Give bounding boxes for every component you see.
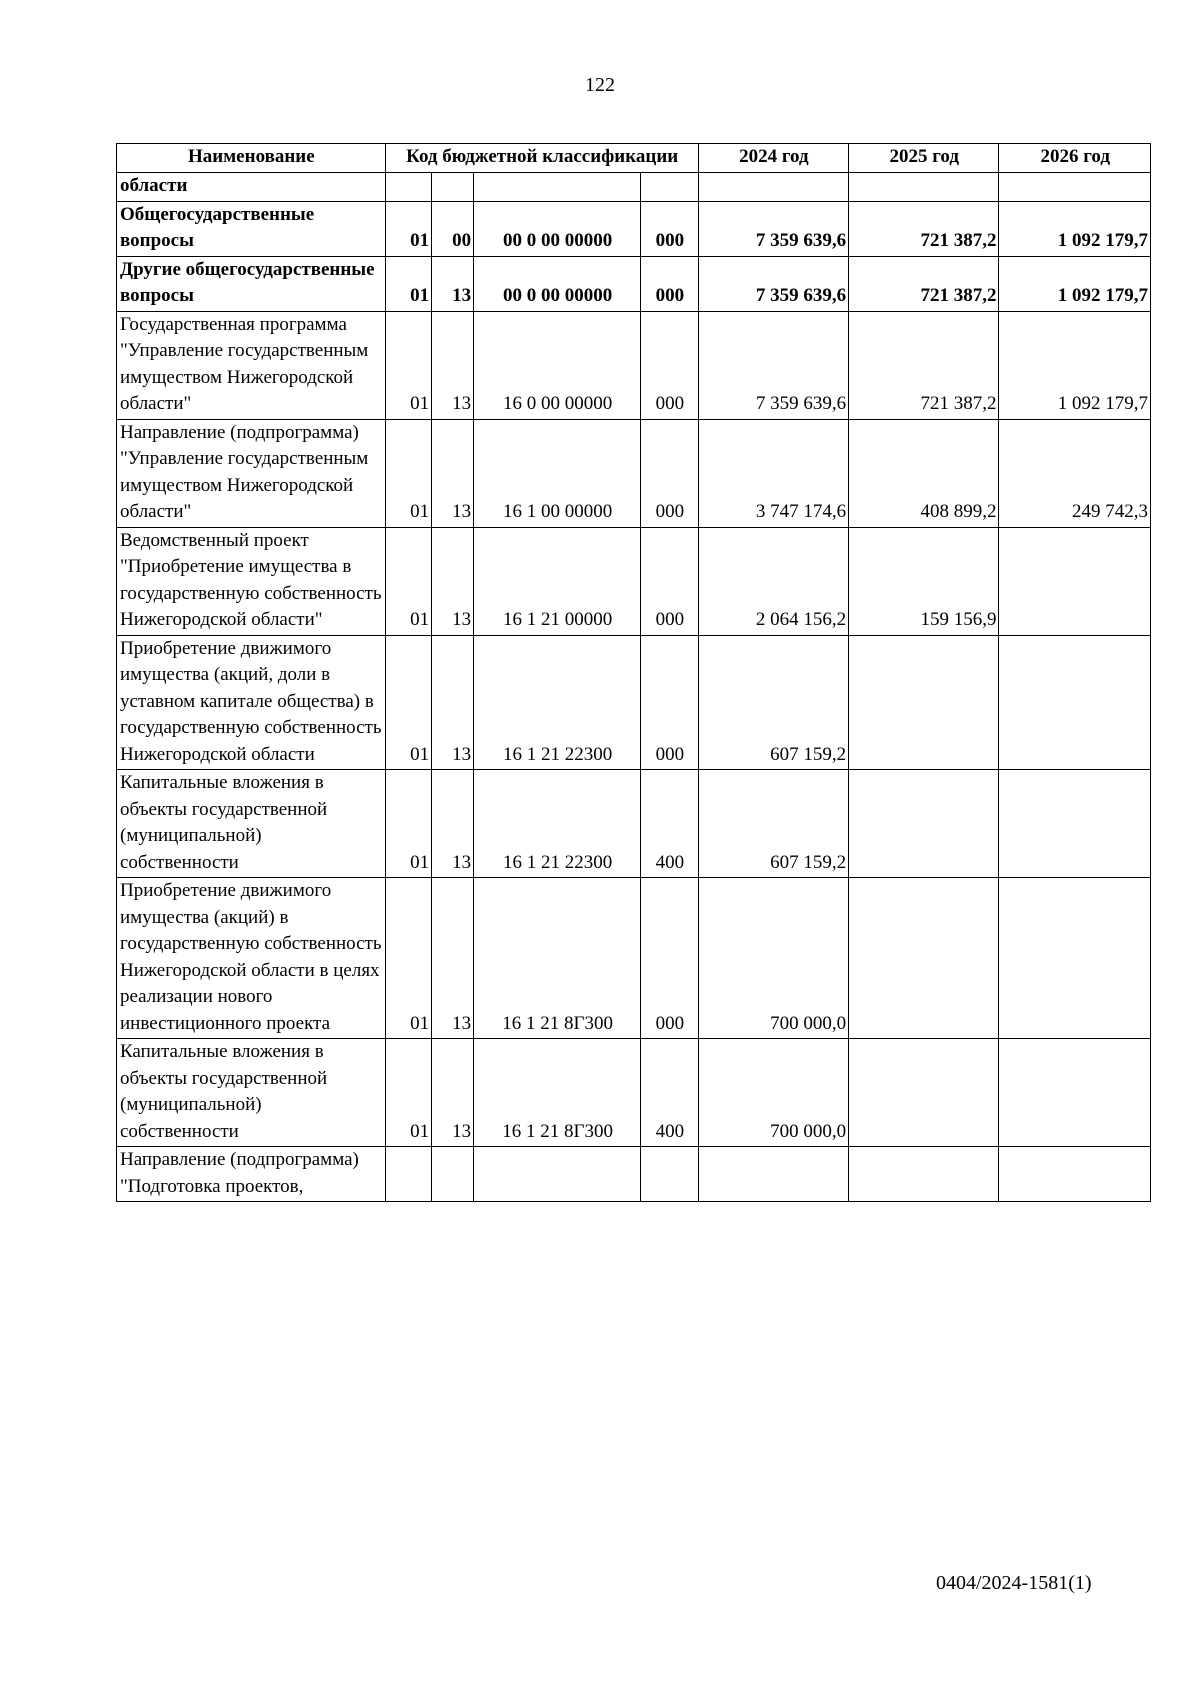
row-2026 xyxy=(999,1039,1151,1147)
row-2025 xyxy=(849,770,999,878)
row-target-code: 16 1 21 22300 xyxy=(474,635,641,770)
row-2025: 159 156,9 xyxy=(849,527,999,635)
row-2024 xyxy=(698,173,848,202)
row-2025: 721 387,2 xyxy=(849,201,999,256)
row-name: Государственная программа "Управление государственным имуществом Нижегородской области" xyxy=(117,311,386,419)
row-expense-type: 000 xyxy=(641,635,699,770)
table-row xyxy=(117,256,1151,311)
row-target-code: 16 1 21 00000 xyxy=(474,527,641,635)
row-target-code xyxy=(474,173,641,202)
row-section: 01 xyxy=(385,201,431,256)
row-2024: 607 159,2 xyxy=(698,635,848,770)
header-name: Наименование xyxy=(117,144,386,173)
row-2026 xyxy=(999,1147,1151,1202)
row-2026 xyxy=(999,173,1151,202)
header-code: Код бюджетной классификации xyxy=(385,144,698,173)
row-target-code: 16 0 00 00000 xyxy=(474,311,641,419)
row-2024: 7 359 639,6 xyxy=(698,201,848,256)
row-section xyxy=(385,173,431,202)
row-expense-type: 400 xyxy=(641,1039,699,1147)
table-header-row xyxy=(117,144,1151,173)
row-2024: 2 064 156,2 xyxy=(698,527,848,635)
row-section: 01 xyxy=(385,311,431,419)
row-subsection: 13 xyxy=(432,878,474,1039)
table-row xyxy=(117,419,1151,527)
row-target-code xyxy=(474,1147,641,1202)
row-name: Капитальные вложения в объекты государственной (муниципальной) собственности xyxy=(117,1039,386,1147)
row-section: 01 xyxy=(385,878,431,1039)
row-expense-type: 000 xyxy=(641,311,699,419)
row-2024: 700 000,0 xyxy=(698,878,848,1039)
row-name: области xyxy=(117,173,386,202)
row-section: 01 xyxy=(385,635,431,770)
table-row xyxy=(117,770,1151,878)
header-2026: 2026 год xyxy=(999,144,1151,173)
row-2026 xyxy=(999,527,1151,635)
row-name: Ведомственный проект "Приобретение имущества в государственную собственность Нижегородской области" xyxy=(117,527,386,635)
row-2026 xyxy=(999,878,1151,1039)
table-row xyxy=(117,201,1151,256)
row-name: Капитальные вложения в объекты государственной (муниципальной) собственности xyxy=(117,770,386,878)
row-2024: 7 359 639,6 xyxy=(698,311,848,419)
row-2026 xyxy=(999,770,1151,878)
row-expense-type: 000 xyxy=(641,878,699,1039)
row-subsection: 13 xyxy=(432,256,474,311)
row-2025: 721 387,2 xyxy=(849,256,999,311)
row-expense-type: 000 xyxy=(641,527,699,635)
row-section xyxy=(385,1147,431,1202)
row-name: Приобретение движимого имущества (акций) в государственную собственность Нижегородской области в целях реализации нового инвестиционного проекта xyxy=(117,878,386,1039)
row-2025 xyxy=(849,173,999,202)
row-2025 xyxy=(849,1147,999,1202)
header-2025: 2025 год xyxy=(849,144,999,173)
row-2026: 1 092 179,7 xyxy=(999,311,1151,419)
row-name: Общегосударственные вопросы xyxy=(117,201,386,256)
row-subsection: 00 xyxy=(432,201,474,256)
row-subsection: 13 xyxy=(432,311,474,419)
row-expense-type: 400 xyxy=(641,770,699,878)
row-section: 01 xyxy=(385,527,431,635)
row-subsection: 13 xyxy=(432,1039,474,1147)
row-subsection: 13 xyxy=(432,527,474,635)
row-2024: 7 359 639,6 xyxy=(698,256,848,311)
row-2026: 1 092 179,7 xyxy=(999,201,1151,256)
row-section: 01 xyxy=(385,1039,431,1147)
row-name: Приобретение движимого имущества (акций, доли в уставном капитале общества) в государственную собственность Нижегородской области xyxy=(117,635,386,770)
row-name: Другие общегосударственные вопросы xyxy=(117,256,386,311)
row-2026 xyxy=(999,635,1151,770)
row-2025: 721 387,2 xyxy=(849,311,999,419)
row-expense-type: 000 xyxy=(641,201,699,256)
row-target-code: 16 1 21 22300 xyxy=(474,770,641,878)
row-section: 01 xyxy=(385,256,431,311)
row-2024 xyxy=(698,1147,848,1202)
row-subsection xyxy=(432,173,474,202)
row-2025 xyxy=(849,635,999,770)
row-subsection: 13 xyxy=(432,635,474,770)
row-target-code: 16 1 00 00000 xyxy=(474,419,641,527)
table-row xyxy=(117,527,1151,635)
row-name: Направление (подпрограмма) "Управление государственным имуществом Нижегородской области" xyxy=(117,419,386,527)
row-target-code: 00 0 00 00000 xyxy=(474,256,641,311)
row-2024: 607 159,2 xyxy=(698,770,848,878)
row-target-code: 16 1 21 8Г300 xyxy=(474,1039,641,1147)
row-2026: 1 092 179,7 xyxy=(999,256,1151,311)
table-row xyxy=(117,311,1151,419)
table-row xyxy=(117,635,1151,770)
row-expense-type xyxy=(641,1147,699,1202)
row-2025 xyxy=(849,878,999,1039)
row-subsection: 13 xyxy=(432,770,474,878)
budget-table xyxy=(116,143,1151,1202)
header-2024: 2024 год xyxy=(698,144,848,173)
row-section: 01 xyxy=(385,770,431,878)
row-2025: 408 899,2 xyxy=(849,419,999,527)
row-2026: 249 742,3 xyxy=(999,419,1151,527)
row-expense-type: 000 xyxy=(641,419,699,527)
table-row xyxy=(117,1039,1151,1147)
table-row xyxy=(117,878,1151,1039)
table-row xyxy=(117,1147,1151,1202)
row-subsection: 13 xyxy=(432,419,474,527)
row-2024: 3 747 174,6 xyxy=(698,419,848,527)
row-expense-type xyxy=(641,173,699,202)
row-2025 xyxy=(849,1039,999,1147)
row-target-code: 16 1 21 8Г300 xyxy=(474,878,641,1039)
row-target-code: 00 0 00 00000 xyxy=(474,201,641,256)
table-row xyxy=(117,173,1151,202)
row-expense-type: 000 xyxy=(641,256,699,311)
document-registration-number: 0404/2024-1581(1) xyxy=(936,1572,1092,1594)
row-subsection xyxy=(432,1147,474,1202)
row-2024: 700 000,0 xyxy=(698,1039,848,1147)
row-section: 01 xyxy=(385,419,431,527)
row-name: Направление (подпрограмма) "Подготовка проектов, xyxy=(117,1147,386,1202)
page-number: 122 xyxy=(585,74,615,96)
